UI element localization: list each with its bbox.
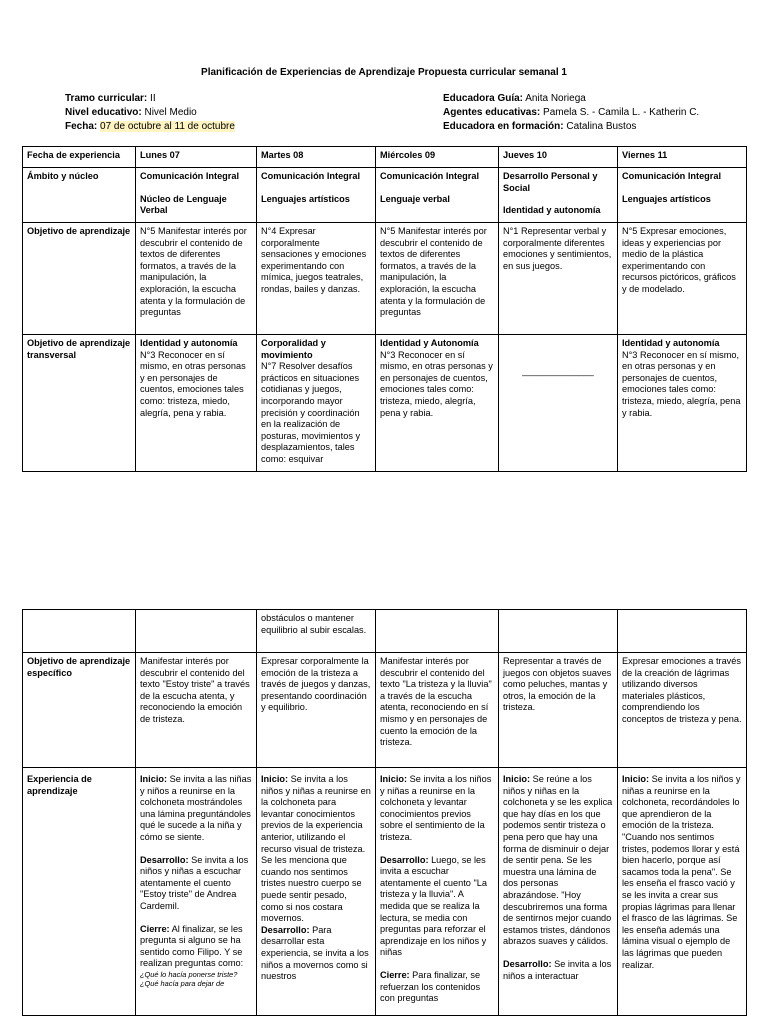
continuation-row — [23, 610, 747, 653]
especifico-row — [23, 653, 747, 768]
continuation-label — [23, 610, 136, 653]
experiencia-martes: Inicio: Se invita a los niños y niñas a reunirse en la colchoneta para levantar conocimientos previos de la experiencia anterior, utilizando el recurso visual de tristeza. Se les menciona que cuando nos sentimos tristes nuestro cuerpo se puede sentir pesado, como si nos costara movernos. Desarrollo: Para desarrollar esta experiencia, se invita a los niños a movernos como si nuestros — [257, 768, 376, 1016]
meta-left — [65, 92, 235, 134]
page-title: Planificación de Experiencias de Aprendizaje Propuesta curricular semanal 1 — [201, 67, 567, 78]
especifico-miercoles: Manifestar interés por descubrir el contenido del texto "La tristeza y la lluvia" a través de la escucha atenta, reconociendo en sí mismo y en personajes de cuento la emoción de la tristeza. — [376, 653, 499, 768]
objetivo-viernes: N°5 Expresar emociones, ideas y experiencias por medio de la plástica experimentando con recursos pictóricos, gráficos y de modelado. — [618, 223, 747, 335]
row-label-objetivo: Objetivo de aprendizaje — [23, 223, 136, 335]
transversal-row — [23, 335, 747, 472]
ambito-row — [23, 168, 747, 223]
header-fecha: Fecha de experiencia — [23, 147, 136, 168]
fecha-value: 07 de octubre al 11 de octubre — [100, 121, 235, 132]
ambito-miercoles: Comunicación Integral Lenguaje verbal — [376, 168, 499, 223]
especifico-viernes: Expresar emociones a través de la creación de lágrimas utilizando diversos materiales plásticos, comprendiendo los conceptos de tristeza y pena. — [618, 653, 747, 768]
header-miercoles: Miércoles 09 — [376, 147, 499, 168]
objetivo-row — [23, 223, 747, 335]
planning-table-1 — [22, 146, 747, 472]
planning-table-2 — [22, 609, 747, 1016]
continuation-miercoles — [376, 610, 499, 653]
transversal-miercoles: Identidad y Autonomía N°3 Reconocer en sí mismo, en otras personas y en personajes de cuentos, emociones tales como: tristeza, miedo, alegría, pena y rabia. — [376, 335, 499, 472]
formacion-line: Educadora en formación: Catalina Bustos — [443, 121, 637, 132]
experiencia-lunes: Inicio: Se invita a las niñas y niños a reunirse en la colchoneta mostrándoles una lámina preguntándoles qué le sucede a la niña y cómo se siente. Desarrollo: Se invita a los niños y niñas a escuchar atentamente el cuento "Estoy triste" de Andrea Cardemil. Cierre: Al finalizar, se les pregunta si alguno se ha sentido como Filipo. Y se realizan preguntas como: ¿Qué lo hacía ponerse triste? ¿Qué hacía para dejar de — [136, 768, 257, 1016]
ambito-viernes: Comunicación Integral Lenguajes artísticos — [618, 168, 747, 223]
objetivo-lunes: N°5 Manifestar interés por descubrir el contenido de textos de diferentes formatos, a través de la manipulación, la exploración, la escucha atenta y la formulación de preguntas — [136, 223, 257, 335]
especifico-jueves: Representar a través de juegos con objetos suaves como peluches, mantas y otros, la emoción de la tristeza. — [499, 653, 618, 768]
transversal-martes: Corporalidad y movimiento N°7 Resolver desafíos prácticos en situaciones cotidianas y juegos, incorporando mayor precisión y coordinación en la realización de posturas, movimientos y desplazamientos, tales como: esquivar — [257, 335, 376, 472]
nivel-line: Nivel educativo: Nivel Medio — [65, 107, 197, 118]
header-row — [23, 147, 747, 168]
objetivo-jueves: N°1 Representar verbal y corporalmente diferentes emociones y sentimientos, en sus juegos. — [499, 223, 618, 335]
transversal-viernes: Identidad y autonomía N°3 Reconocer en sí mismo, en otras personas y en personajes de cuentos, emociones tales como: tristeza, miedo, alegría, pena y rabia. — [618, 335, 747, 472]
transversal-lunes: Identidad y autonomía N°3 Reconocer en sí mismo, en otras personas y en personajes de cuentos, emociones tales como: tristeza, miedo, alegría, pena y rabia. — [136, 335, 257, 472]
experiencia-viernes: Inicio: Se invita a los niños y niñas a reunirse en la colchoneta, recordándoles lo que aprendieron de la emoción de la tristeza. "Cuando nos sentimos tristes, podemos llorar y está bien hacerlo, porque así sacamos toda la pena". Se les enseña el frasco vació y se les invita a crear sus propias lágrimas para llenar el frasco de las lágrimas. Se les enseña además una lámina visual o ejemplo de las lágrimas que pueden realizar. — [618, 768, 747, 1016]
continuation-martes: obstáculos o mantener equilibrio al subir escalas. — [257, 610, 376, 653]
especifico-martes: Expresar corporalmente la emoción de la tristeza a través de juegos y danzas, presentando coordinación y equilibrio. — [257, 653, 376, 768]
header-viernes: Viernes 11 — [618, 147, 747, 168]
header-lunes: Lunes 07 — [136, 147, 257, 168]
row-label-especifico: Objetivo de aprendizaje específico — [23, 653, 136, 768]
row-label-ambito: Ámbito y núcleo — [23, 168, 136, 223]
continuation-jueves — [499, 610, 618, 653]
empty-line: ______________ — [522, 366, 594, 376]
header-jueves: Jueves 10 — [499, 147, 618, 168]
continuation-lunes — [136, 610, 257, 653]
meta-right — [443, 92, 699, 134]
header-martes: Martes 08 — [257, 147, 376, 168]
experiencia-row — [23, 768, 747, 1016]
guia-line: Educadora Guía: Anita Noriega — [443, 93, 586, 104]
objetivo-martes: N°4 Expresar corporalmente sensaciones y emociones experimentando con mímica, juegos teatrales, rondas, bailes y danzas. — [257, 223, 376, 335]
objetivo-miercoles: N°5 Manifestar interés por descubrir el contenido de textos de diferentes formatos, a través de la manipulación, la exploración, la escucha atenta y la formulación de preguntas — [376, 223, 499, 335]
ambito-martes: Comunicación Integral Lenguajes artísticos — [257, 168, 376, 223]
especifico-lunes: Manifestar interés por descubrir el contenido del texto "Estoy triste" a través de la escucha atenta, y reconociendo la emoción de tristeza. — [136, 653, 257, 768]
row-label-experiencia: Experiencia de aprendizaje — [23, 768, 136, 1016]
row-label-transversal: Objetivo de aprendizaje transversal — [23, 335, 136, 472]
experiencia-jueves: Inicio: Se reúne a los niños y niñas en la colchoneta y se les explica que hay días en los que podemos sentir tristeza o pena pero que hay una forma de disminuir o dejar de sentir pena. Se les muestra una lámina de dos personas abrazándose. "Hoy descubriremos una forma de sentirnos mejor cuando estamos tristes, dándonos abrazos suaves y cálidos. Desarrollo: Se invita a los niños a interactuar — [499, 768, 618, 1016]
experiencia-miercoles: Inicio: Se invita a los niños y niñas a reunirse en la colchoneta y levantar conocimientos previos sobre el sentimiento de la tristeza. Desarrollo: Luego, se les invita a escuchar atentamente el cuento "La tristeza y la lluvia". A medida que se realiza la lectura, se media con preguntas para reforzar el aprendizaje en los niños y niñas Cierre: Para finalizar, se refuerzan los contenidos con preguntas — [376, 768, 499, 1016]
ambito-jueves: Desarrollo Personal y Social Identidad y autonomía — [499, 168, 618, 223]
ambito-lunes: Comunicación Integral Núcleo de Lenguaje Verbal — [136, 168, 257, 223]
agentes-line: Agentes educativas: Pamela S. - Camila L. - Katherin C. — [443, 107, 700, 118]
fecha-line: Fecha: 07 de octubre al 11 de octubre — [65, 121, 235, 132]
tramo-line: Tramo curricular: II — [65, 93, 156, 104]
transversal-jueves — [499, 335, 618, 472]
continuation-viernes — [618, 610, 747, 653]
